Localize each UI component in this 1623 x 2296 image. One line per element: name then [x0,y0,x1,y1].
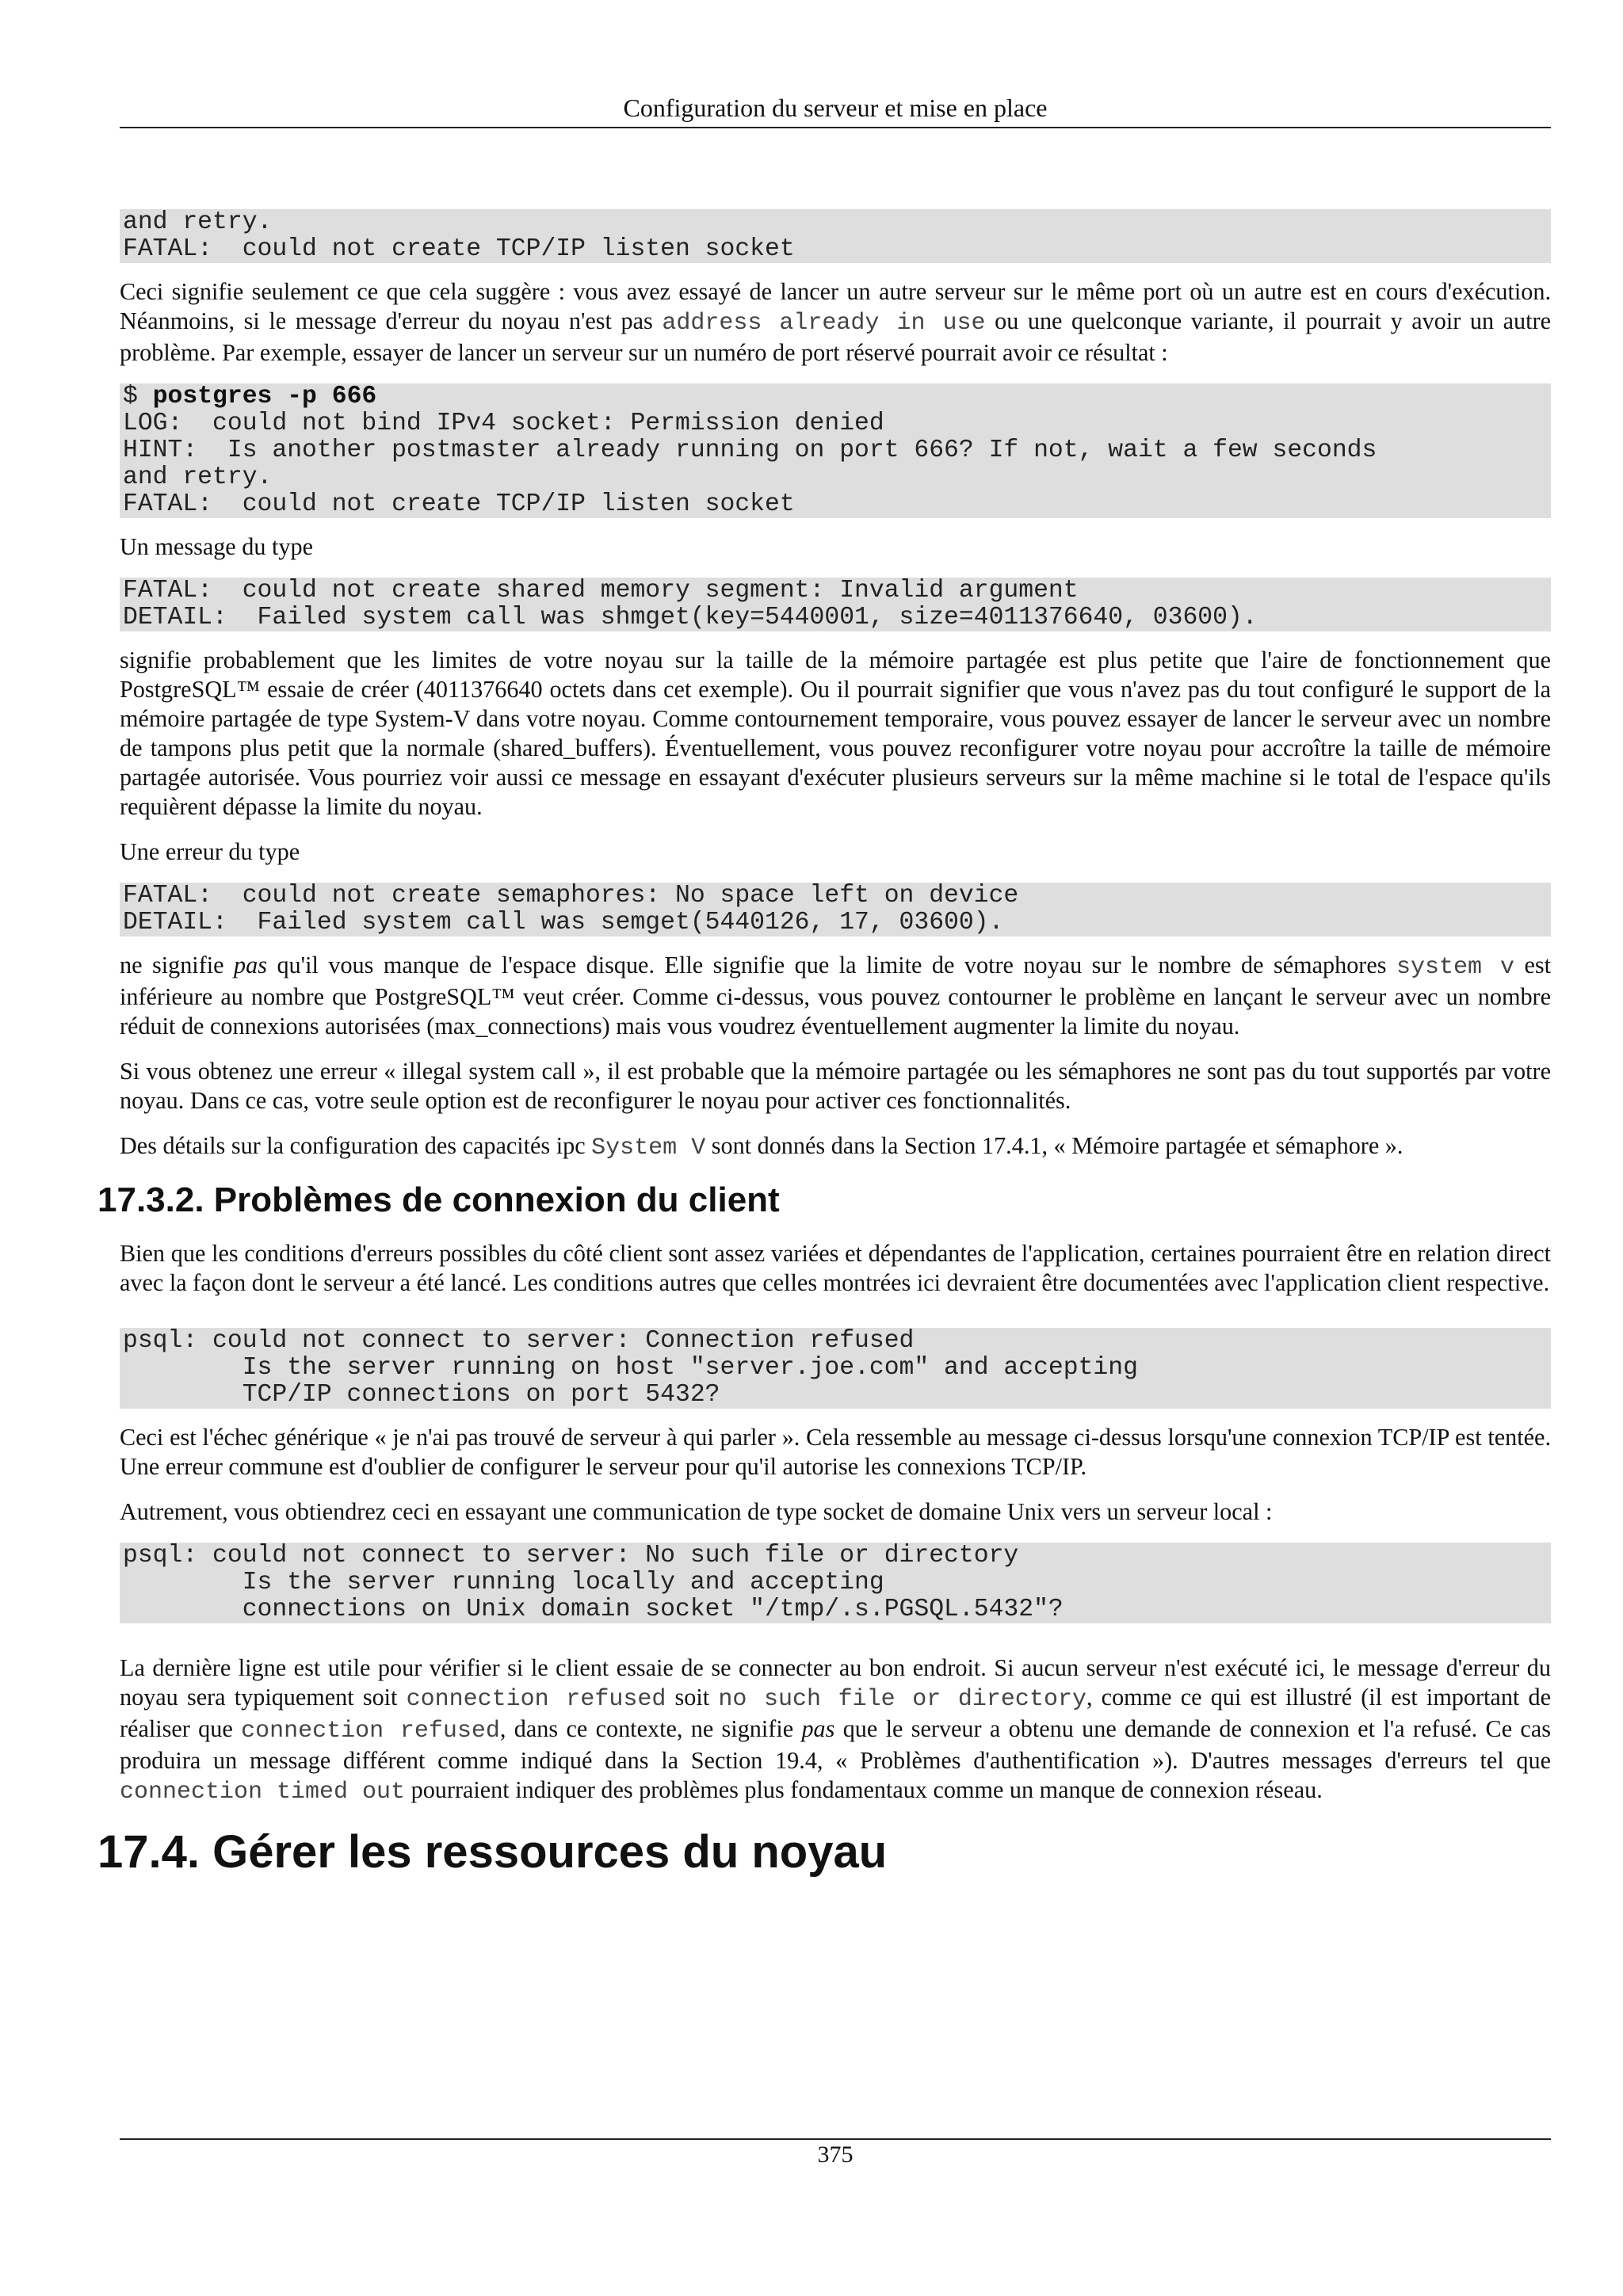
page-content [97,208,1551,1878]
code-line: FATAL: could not create TCP/IP listen socket [123,490,795,518]
paragraph [120,277,1551,368]
code-block-2 [120,383,1551,518]
code-block-1 [120,209,1551,263]
inline-code: no such file or directory [718,1686,1086,1713]
emphasis: pas [801,1715,835,1742]
code-block-3 [120,578,1551,631]
code-line: and retry. [123,463,273,491]
code-line: FATAL: could not create TCP/IP listen socket [123,235,795,263]
shell-prompt: $ [123,383,153,410]
code-line: LOG: could not bind IPv4 socket: Permission denied [123,410,884,437]
code-line: HINT: Is another postmaster already running on port 666? If not, wait a few seconds [123,437,1377,464]
header-rule [120,127,1551,128]
footer-rule [120,2138,1551,2140]
paragraph [120,1131,1551,1163]
paragraph: signifie probablement que les limites de votre noyau sur la taille de la mémoire partagée est plus petite que l'aire de fonctionnement que PostgreSQL™ essaie de créer (4011376640 octets dans cet exemple). Ou il pourrait signifier que vous n'avez pas du tout configuré le support de la mémoire partagée de type System-V dans votre noyau. Comme contournement temporaire, vous pouvez essayer de lancer le serveur avec un nombre de tampons plus petit que la normale (shared_buffers). Éventuellement, vous pouvez reconfigurer votre noyau pour accroître la taille de mémoire partagée autorisée. Vous pourriez voir aussi ce message en essayant d'exécuter plusieurs serveurs sur la même machine si le total de l'espace qu'ils requièrent dépasse la limite du noyau. [120,646,1551,820]
paragraph: Si vous obtenez une erreur « illegal system call », il est probable que la mémoire partagée ou les sémaphores ne sont pas du tout supportés par votre noyau. Dans ce cas, votre seule option est de reconfigurer le noyau pour activer ces fonctionnalités. [120,1058,1551,1114]
paragraph: Autrement, vous obtiendrez ceci en essayant une communication de type socket de domaine Unix vers un serveur local : [120,1498,1273,1525]
code-line: and retry. [123,208,273,236]
code-line: psql: could not connect to server: No such file or directory [123,1542,1019,1569]
shell-command: postgres -p 666 [152,383,377,410]
paragraph [120,1653,1551,1807]
paragraph: Bien que les conditions d'erreurs possibles du côté client sont assez variées et dépendantes de l'application, certaines pourraient être en relation direct avec la façon dont le serveur a été lancé. Les conditions autres que celles montrées ici devraient être documentées avec l'application client respective. [120,1240,1551,1296]
code-line: DETAIL: Failed system call was shmget(key=5440001, size=4011376640, 03600). [123,604,1258,631]
inline-code: System V [591,1135,706,1161]
text-run: pourraient indiquer des problèmes plus fondamentaux comme un manque de connexion réseau. [405,1776,1323,1803]
inline-code: system v [1396,954,1514,981]
paragraph [120,951,1551,1041]
text-run: , comme ce qui est illustré (il est important de réaliser que [120,1684,1551,1742]
inline-code: connection refused [241,1718,500,1745]
text-run: que le serveur a obtenu une demande de connexion et l'a refusé. Ce cas produira un message différent comme indiqué dans la Section 19.4, « Problèmes d'authentification »). D'autres messages d'erreurs tel que [120,1715,1551,1774]
paragraph: Ceci est l'échec générique « je n'ai pas trouvé de serveur à qui parler ». Cela ressemble au message ci-dessus lorsqu'une connexion TCP/IP est tentée. Une erreur commune est d'oublier de configurer le serveur pour qu'il autorise les connexions TCP/IP. [120,1424,1551,1480]
code-line: connections on Unix domain socket "/tmp/.s.PGSQL.5432"? [123,1596,1064,1623]
text-run: qu'il vous manque de l'espace disque. Elle signifie que la limite de votre noyau sur le nombre de sémaphores [266,952,1396,978]
code-line: Is the server running on host "server.joe.com" and accepting [123,1354,1138,1382]
text-run: soit [666,1684,719,1711]
text-run: est inférieure au nombre que PostgreSQL™ veut créer. Comme ci-dessus, vous pouvez contourner le problème en lançant le serveur avec un nombre réduit de connexions autorisées (max_connections) mais vous voudrez éventuellement augmenter la limite du noyau. [120,952,1551,1039]
text-run: La dernière ligne est utile pour vérifier si le client essaie de se connecter au bon endroit. Si aucun serveur n'est exécuté ici, le message d'erreur du noyau sera typiquement soit [120,1654,1551,1711]
code-block-4 [120,883,1551,936]
code-line: Is the server running locally and accepting [123,1569,884,1596]
code-line: FATAL: could not create shared memory segment: Invalid argument [123,577,1079,605]
code-line: TCP/IP connections on port 5432? [123,1381,720,1409]
text-run: ne signifie [120,952,235,978]
emphasis: pas [234,952,267,978]
paragraph: Un message du type [120,533,313,560]
code-line: FATAL: could not create semaphores: No space left on device [123,882,1019,910]
page-header: Configuration du serveur et mise en place [623,93,1048,122]
section-heading: 17.3.2. Problèmes de connexion du client [97,1180,780,1219]
paragraph: Une erreur du type [120,838,300,865]
text-run: ou une quelconque variante, il pourrait y avoir un autre problème. Par exemple, essayer de lancer un serveur sur un numéro de port réservé pourrait avoir ce résultat : [120,307,1551,366]
code-block-5 [120,1328,1551,1409]
text-run: Ceci signifie seulement ce que cela suggère : vous avez essayé de lancer un autre serveur sur le même port où un autre est en cours d'exécution. Néanmoins, si le message d'erreur du noyau n'est pas [120,278,1551,334]
text-run: sont donnés dans la Section 17.4.1, « Mémoire partagée et sémaphore ». [705,1132,1403,1159]
chapter-section-heading: 17.4. Gérer les ressources du noyau [97,1826,888,1878]
inline-code: address already in use [662,310,986,337]
code-block-6 [120,1543,1551,1623]
inline-code: connection timed out [120,1779,406,1806]
inline-code: connection refused [406,1686,666,1713]
code-line: DETAIL: Failed system call was semget(5440126, 17, 03600). [123,909,1004,936]
code-line: psql: could not connect to server: Connection refused [123,1327,915,1355]
page-number: 375 [817,2142,854,2168]
text-run: Des détails sur la configuration des capacités ipc [120,1132,592,1159]
text-run: , dans ce contexte, ne signifie [499,1715,802,1742]
